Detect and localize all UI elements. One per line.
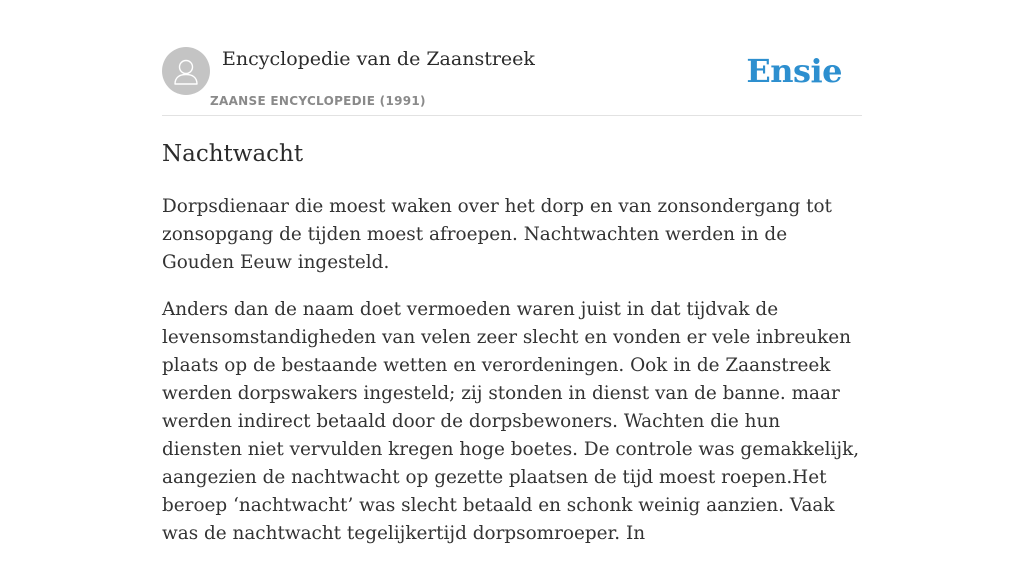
- source-header: [162, 47, 862, 116]
- user-silhouette-icon: [162, 47, 210, 95]
- source-title-link[interactable]: Encyclopedie van de Zaanstreek: [222, 48, 535, 70]
- ensie-logo[interactable]: Ensie: [746, 52, 842, 90]
- article-paragraph: Dorpsdienaar die moest waken over het dorp en van zonsondergang tot zonsopgang de tijden moest afroepen. Nachtwachten werden in de Gouden Eeuw ingesteld.: [162, 196, 832, 273]
- source-subtitle: ZAANSE ENCYCLOPEDIE (1991): [210, 94, 426, 108]
- article-title: Nachtwacht: [162, 141, 304, 167]
- source-avatar: [162, 47, 210, 95]
- article-paragraph: Anders dan de naam doet vermoeden waren juist in dat tijdvak de levensomstandigheden van velen zeer slecht en vonden er vele inbreuken plaats op de bestaande wetten en verordeningen. Ook in de Zaanstreek werden dorpswakers ingesteld; zij stonden in dienst van de banne. maar werden indirect betaald door de dorpsbewoners. Wachten die hun diensten niet vervulden kregen hoge boetes. De controle was gemakkelijk, aangezien de nachtwacht op gezette plaatsen de tijd moest roepen.Het beroep ‘nachtwacht’ was slecht betaald en schonk weinig aanzien. Vaak was de nachtwacht tegelijkertijd dorpsomroeper. In: [162, 299, 860, 544]
- article: [162, 137, 864, 567]
